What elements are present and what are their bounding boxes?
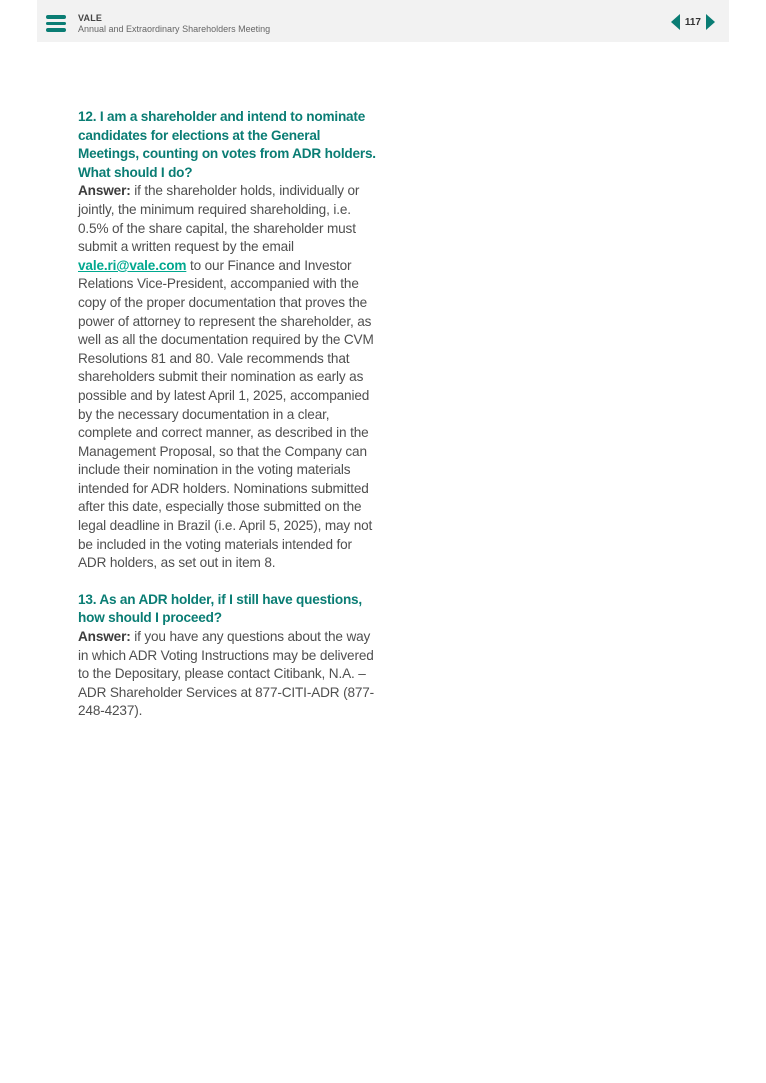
document-subtitle: Annual and Extraordinary Shareholders Meeting [78,24,271,34]
email-link[interactable]: vale.ri@vale.com [78,257,187,273]
previous-page-icon[interactable] [671,14,680,30]
answer-text: if the shareholder holds, individually or jointly, the minimum required shareholding, i.e. 0.5% of the share capital, the shareholder must submit a written request by the email [78,183,360,255]
page-number: 117 [684,16,701,28]
menu-icon[interactable] [46,15,66,32]
brand-name: VALE [78,13,103,23]
next-page-icon[interactable] [706,14,715,30]
question-13: 13. As an ADR holder, if I still have questions, how should I proceed? [78,591,362,626]
answer-label: Answer: [78,629,131,645]
pager [671,14,715,30]
answer-text: if you have any questions about the way in which ADR Voting Instructions may be delivered to the Depositary, please contact Citibank, N.A. – ADR Shareholder Services at 877-CITI-ADR (877-248-4237). [78,629,375,719]
answer-13 [78,628,376,721]
answer-label: Answer: [78,183,131,199]
answer-text: to our Finance and Investor Relations Vice-President, accompanied with the copy of the proper documentation that proves the power of attorney to represent the shareholder, as well as all the documentation required by the CVM Resolutions 81 and 80. Vale recommends that shareholders submit their nomination as early as possible and by latest April 1, 2025, accompanied by the necessary documentation in a clear, complete and correct manner, as described in the Management Proposal, so that the Company can include their nomination in the voting materials intended for ADR holders. Nominations submitted after this date, especially those submitted on the legal deadline in Brazil (i.e. April 5, 2025), may not be included in the voting materials intended for ADR holders, as set out in item 8. [78,257,374,571]
faq-content [78,108,376,721]
question-12: 12. I am a shareholder and intend to nominate candidates for elections at the General Meetings, counting on votes from ADR holders. What should I do? [78,109,376,180]
answer-12 [78,182,376,572]
header-bar [37,0,729,42]
